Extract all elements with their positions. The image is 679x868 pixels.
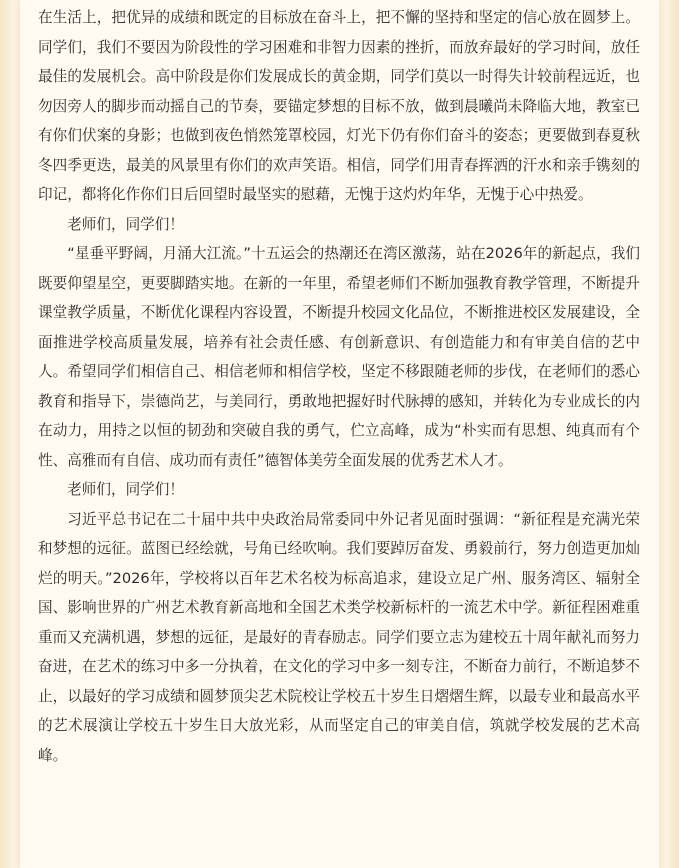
salutation-1: 老师们，同学们！ [67,215,184,233]
article-body [38,0,640,770]
left-decorative-border [0,0,12,868]
article-paragraph-2: “星垂平野阔，月涌大江流。”十五运会的热潮还在湾区激荡，站在2026年的新起点，我们既要仰望星空，更要脚踏实地。在新的一年里，希望老师们不断加强教育教学管理，不断提升课堂教学质量，不断优化课程内容设置，不断提升校园文化品位，不断推进校区发展建设，全面推进学校高质量发展，培养有社会责任感、有创新意识、有创造能力和有审美自信的艺中人。希望同学们相信自己、相信老师和相信学校，坚定不移跟随老师的步伐，在老师们的悉心教育和指导下，崇德尚艺，与美同行，勇敢地把握好时代脉搏的感知，并转化为专业成长的内在动力，用持之以恒的韧劲和突破自我的勇气，伫立高峰，成为“朴实而有思想、纯真而有个性、高雅而有自信、成功而有责任”德智体美劳全面发展的优秀艺术人才。 [38,245,640,469]
article-paragraph-1: 在生活上，把优异的成绩和既定的目标放在奋斗上，把不懈的坚持和坚定的信心放在圆梦上。同学们，我们不要因为阶段性的学习困难和非智力因素的挫折，而放弃最好的学习时间，放任最佳的发展机会。高中阶段是你们发展成长的黄金期，同学们莫以一时得失计较前程远近，也勿因旁人的脚步而动摇自己的节奏，要锚定梦想的目标不放，做到晨曦尚未降临大地，教室已有你们伏案的身影；也做到夜色悄然笼罩校园，灯光下仍有你们奋斗的姿态；更要做到春夏秋冬四季更迭，最美的风景里有你们的欢声笑语。相信，同学们用青春挥洒的汗水和亲手镌刻的印记，都将化作你们日后回望时最坚实的慰藉，无愧于这灼灼年华，无愧于心中热爱。 [38,9,640,203]
salutation-2: 老师们，同学们！ [67,481,184,498]
right-decorative-border [667,0,679,868]
article-paragraph-3: 习近平总书记在二十届中共中央政治局常委同中外记者见面时强调：“新征程是充满光荣和梦想的远征。蓝图已经绘就，号角已经吹响。我们要踔厉奋发、勇毅前行，努力创造更加灿烂的明天。”2026年，学校将以百年艺术名校为标高追求，建设立足广州、服务湾区、辐射全国、影响世界的广州艺术教育新高地和全国艺术类学校新标杆的一流艺术中学。新征程困难重重而又充满机遇，梦想的远征，是最好的青春励志。同学们要立志为建校五十周年献礼而努力奋进，在艺术的练习中多一分执着，在文化的学习中多一刻专注，不断奋力前行，不断追梦不止，以最好的学习成绩和圆梦顶尖艺术院校让学校五十岁生日熠熠生辉，以最专业和最高水平的艺术展演让学校五十岁生日大放光彩，从而坚定自己的审美自信，筑就学校发展的艺术高峰。 [38,510,640,764]
